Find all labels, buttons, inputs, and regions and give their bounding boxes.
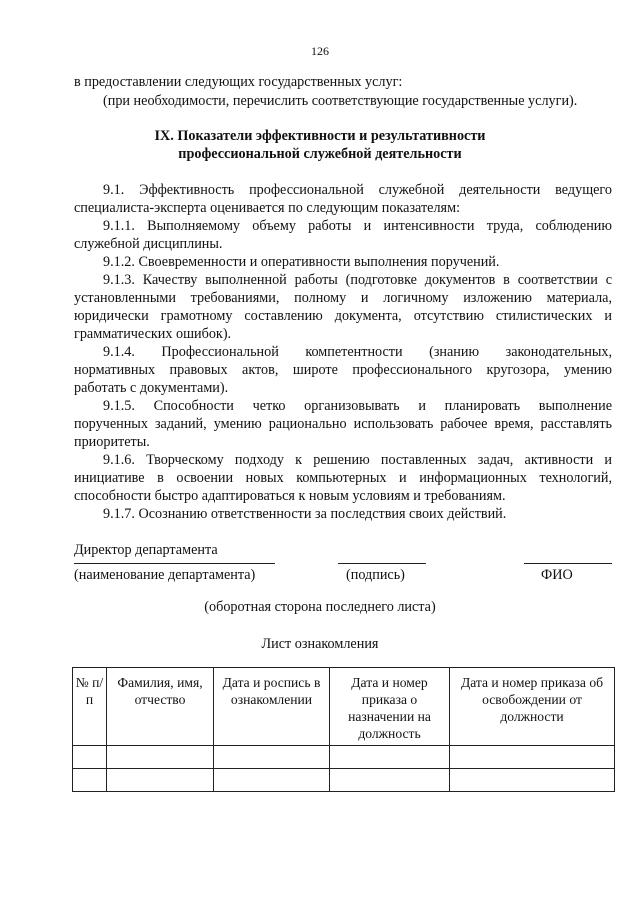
full-name-caption: ФИО: [541, 567, 573, 583]
table-header-row: [73, 668, 615, 746]
table-cell: [73, 769, 107, 792]
body-line: 9.1.2. Своевременности и оперативности выполнения поручений.: [103, 254, 500, 270]
body-line: 9.1.5. Способности четко организовывать и планировать выполнение: [103, 398, 612, 414]
column-header-dismissal-order: Дата и номер приказа об освобождении от должности: [450, 668, 615, 746]
signature-line: [338, 563, 426, 564]
column-header-acknowledgement-date: Дата и роспись в ознакомлении: [214, 668, 330, 746]
body-line: 9.1. Эффективность профессиональной служебной деятельности ведущего: [103, 182, 612, 198]
body-line: установленными требованиями, полному и логичному изложению материала,: [74, 290, 612, 306]
acknowledgement-table: [72, 667, 615, 792]
page-number: 126: [311, 44, 329, 58]
reverse-side-note: (оборотная сторона последнего листа): [204, 599, 436, 615]
body-line: работать с документами).: [74, 380, 229, 396]
table-cell: [107, 769, 214, 792]
body-line: способности быстро адаптироваться к новым условиям и требованиям.: [74, 488, 506, 504]
body-line: грамматических ошибок).: [74, 326, 232, 342]
table-cell: [450, 769, 615, 792]
body-line: 9.1.4. Профессиональной компетентности (знанию законодательных,: [103, 344, 612, 360]
body-line: служебной дисциплины.: [74, 236, 223, 252]
table-cell: [330, 746, 450, 769]
department-caption: (наименование департамента): [74, 567, 256, 583]
body-line: приоритеты.: [74, 434, 150, 450]
signature-caption: (подпись): [346, 567, 405, 583]
body-line: инициативе в освоении новых компьютерных и информационных технологий,: [74, 470, 612, 486]
body-line: юридически грамотному составлению документа, отсутствию стилистических и: [74, 308, 612, 324]
table-cell: [107, 746, 214, 769]
department-name-line: [74, 563, 275, 564]
table-row: [73, 769, 615, 792]
body-line: порученных заданий, умению рационально использовать рабочее время, расставлять: [74, 416, 612, 432]
column-header-full-name: Фамилия, имя, отчество: [107, 668, 214, 746]
table-cell: [214, 769, 330, 792]
table-row: [73, 746, 615, 769]
section-title-line-1: IX. Показатели эффективности и результативности: [154, 128, 486, 144]
table-cell: [450, 746, 615, 769]
intro-line-1: в предоставлении следующих государственных услуг:: [74, 74, 403, 90]
column-header-number: № п/п: [73, 668, 107, 746]
body-line: нормативных правовых актов, широте профессионального кругозора, умению: [74, 362, 612, 378]
body-line: 9.1.6. Творческому подходу к решению поставленных задач, активности и: [103, 452, 612, 468]
acknowledgement-title: Лист ознакомления: [261, 636, 379, 652]
column-header-appointment-order: Дата и номер приказа о назначении на должность: [330, 668, 450, 746]
table-cell: [330, 769, 450, 792]
intro-line-2: (при необходимости, перечислить соответствующие государственные услуги).: [103, 93, 578, 109]
table-cell: [214, 746, 330, 769]
body-line: 9.1.3. Качеству выполненной работы (подготовке документов в соответствии с: [103, 272, 612, 288]
body-line: 9.1.7. Осознанию ответственности за последствия своих действий.: [103, 506, 507, 522]
body-line: 9.1.1. Выполняемому объему работы и интенсивности труда, соблюдению: [103, 218, 612, 234]
body-line: специалиста-эксперта оценивается по следующим показателям:: [74, 200, 461, 216]
director-title: Директор департамента: [74, 542, 218, 558]
full-name-line: [524, 563, 612, 564]
section-title-line-2: профессиональной служебной деятельности: [178, 146, 462, 162]
table-cell: [73, 746, 107, 769]
